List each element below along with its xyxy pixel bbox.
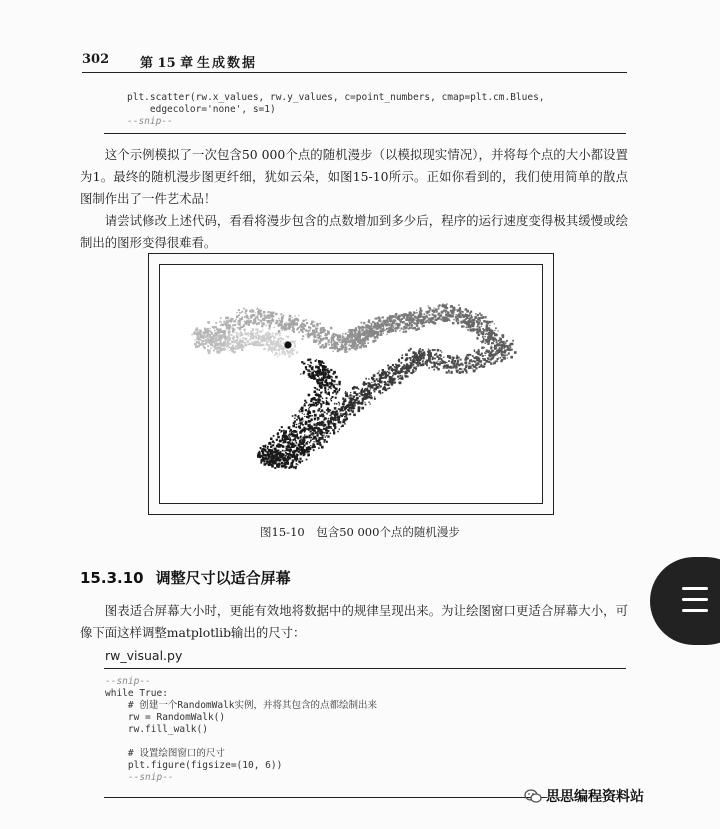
wechat-icon <box>524 789 542 803</box>
body-text <box>80 144 628 254</box>
file-name: rw_visual.py <box>105 648 183 663</box>
figure-frame <box>148 253 554 515</box>
random-walk-plot <box>160 265 542 503</box>
figure-caption: 图15-10 包含50 000个点的随机漫步 <box>260 525 460 539</box>
walk-points <box>191 303 516 469</box>
walk-start-point <box>284 341 291 348</box>
code-line: # 创建一个RandomWalk实例，并将其包含的点都绘制出来 <box>105 700 378 711</box>
section-heading <box>80 567 291 588</box>
code-line: plt.scatter(rw.x_values, rw.y_values, c=point_numbers, cmap=plt.cm.Blues, <box>127 92 545 103</box>
code-line: # 设置绘图窗口的尺寸 <box>105 748 225 759</box>
page-number: 302 <box>82 52 110 67</box>
paragraph: 请尝试修改上述代码，看看将漫步包含的点数增加到多少后，程序的运行速度变得极其缓慢或绘制出的图形变得很难看。 <box>80 213 628 250</box>
snip-marker: --snip-- <box>127 116 173 127</box>
code-rule <box>104 133 626 134</box>
code-block-top <box>127 92 545 128</box>
code-line: rw.fill_walk() <box>105 724 208 735</box>
figure-plot <box>159 264 543 504</box>
code-line: rw = RandomWalk() <box>105 712 226 723</box>
code-line: plt.figure(figsize=(10, 6)) <box>105 760 283 771</box>
code-line <box>105 736 377 748</box>
code-line: edgecolor='none', s=1) <box>127 104 276 115</box>
paragraph: 图表适合屏幕大小时，更能有效地将数据中的规律呈现出来。为让绘图窗口更适合屏幕大小，可像下面这样调整matplotlib输出的尺寸： <box>80 603 628 640</box>
section-title: 调整尺寸以适合屏幕 <box>155 569 291 587</box>
chapter-label: 第 15 章 <box>140 56 194 71</box>
snip-marker: --snip-- <box>105 676 151 687</box>
paragraph: 这个示例模拟了一次包含50 000个点的随机漫步（以模拟现实情况），并将每个点的大小都设置为1。最终的随机漫步图更纤细，犹如云朵，如图15-10所示。正如你看到的，我们使用简单的散点图制作出了一件艺术品！ <box>80 147 628 206</box>
snip-marker: --snip-- <box>105 772 174 783</box>
watermark <box>524 786 644 806</box>
code-line: while True: <box>105 688 168 699</box>
chapter-title: 生成数据 <box>197 56 258 71</box>
menu-button[interactable] <box>650 557 720 645</box>
section-number: 15.3.10 <box>80 569 144 587</box>
section-body <box>80 600 628 644</box>
code-block-bottom <box>105 676 377 784</box>
code-rule <box>104 668 626 669</box>
watermark-text: 思思编程资料站 <box>546 789 644 805</box>
page-header <box>82 50 627 73</box>
